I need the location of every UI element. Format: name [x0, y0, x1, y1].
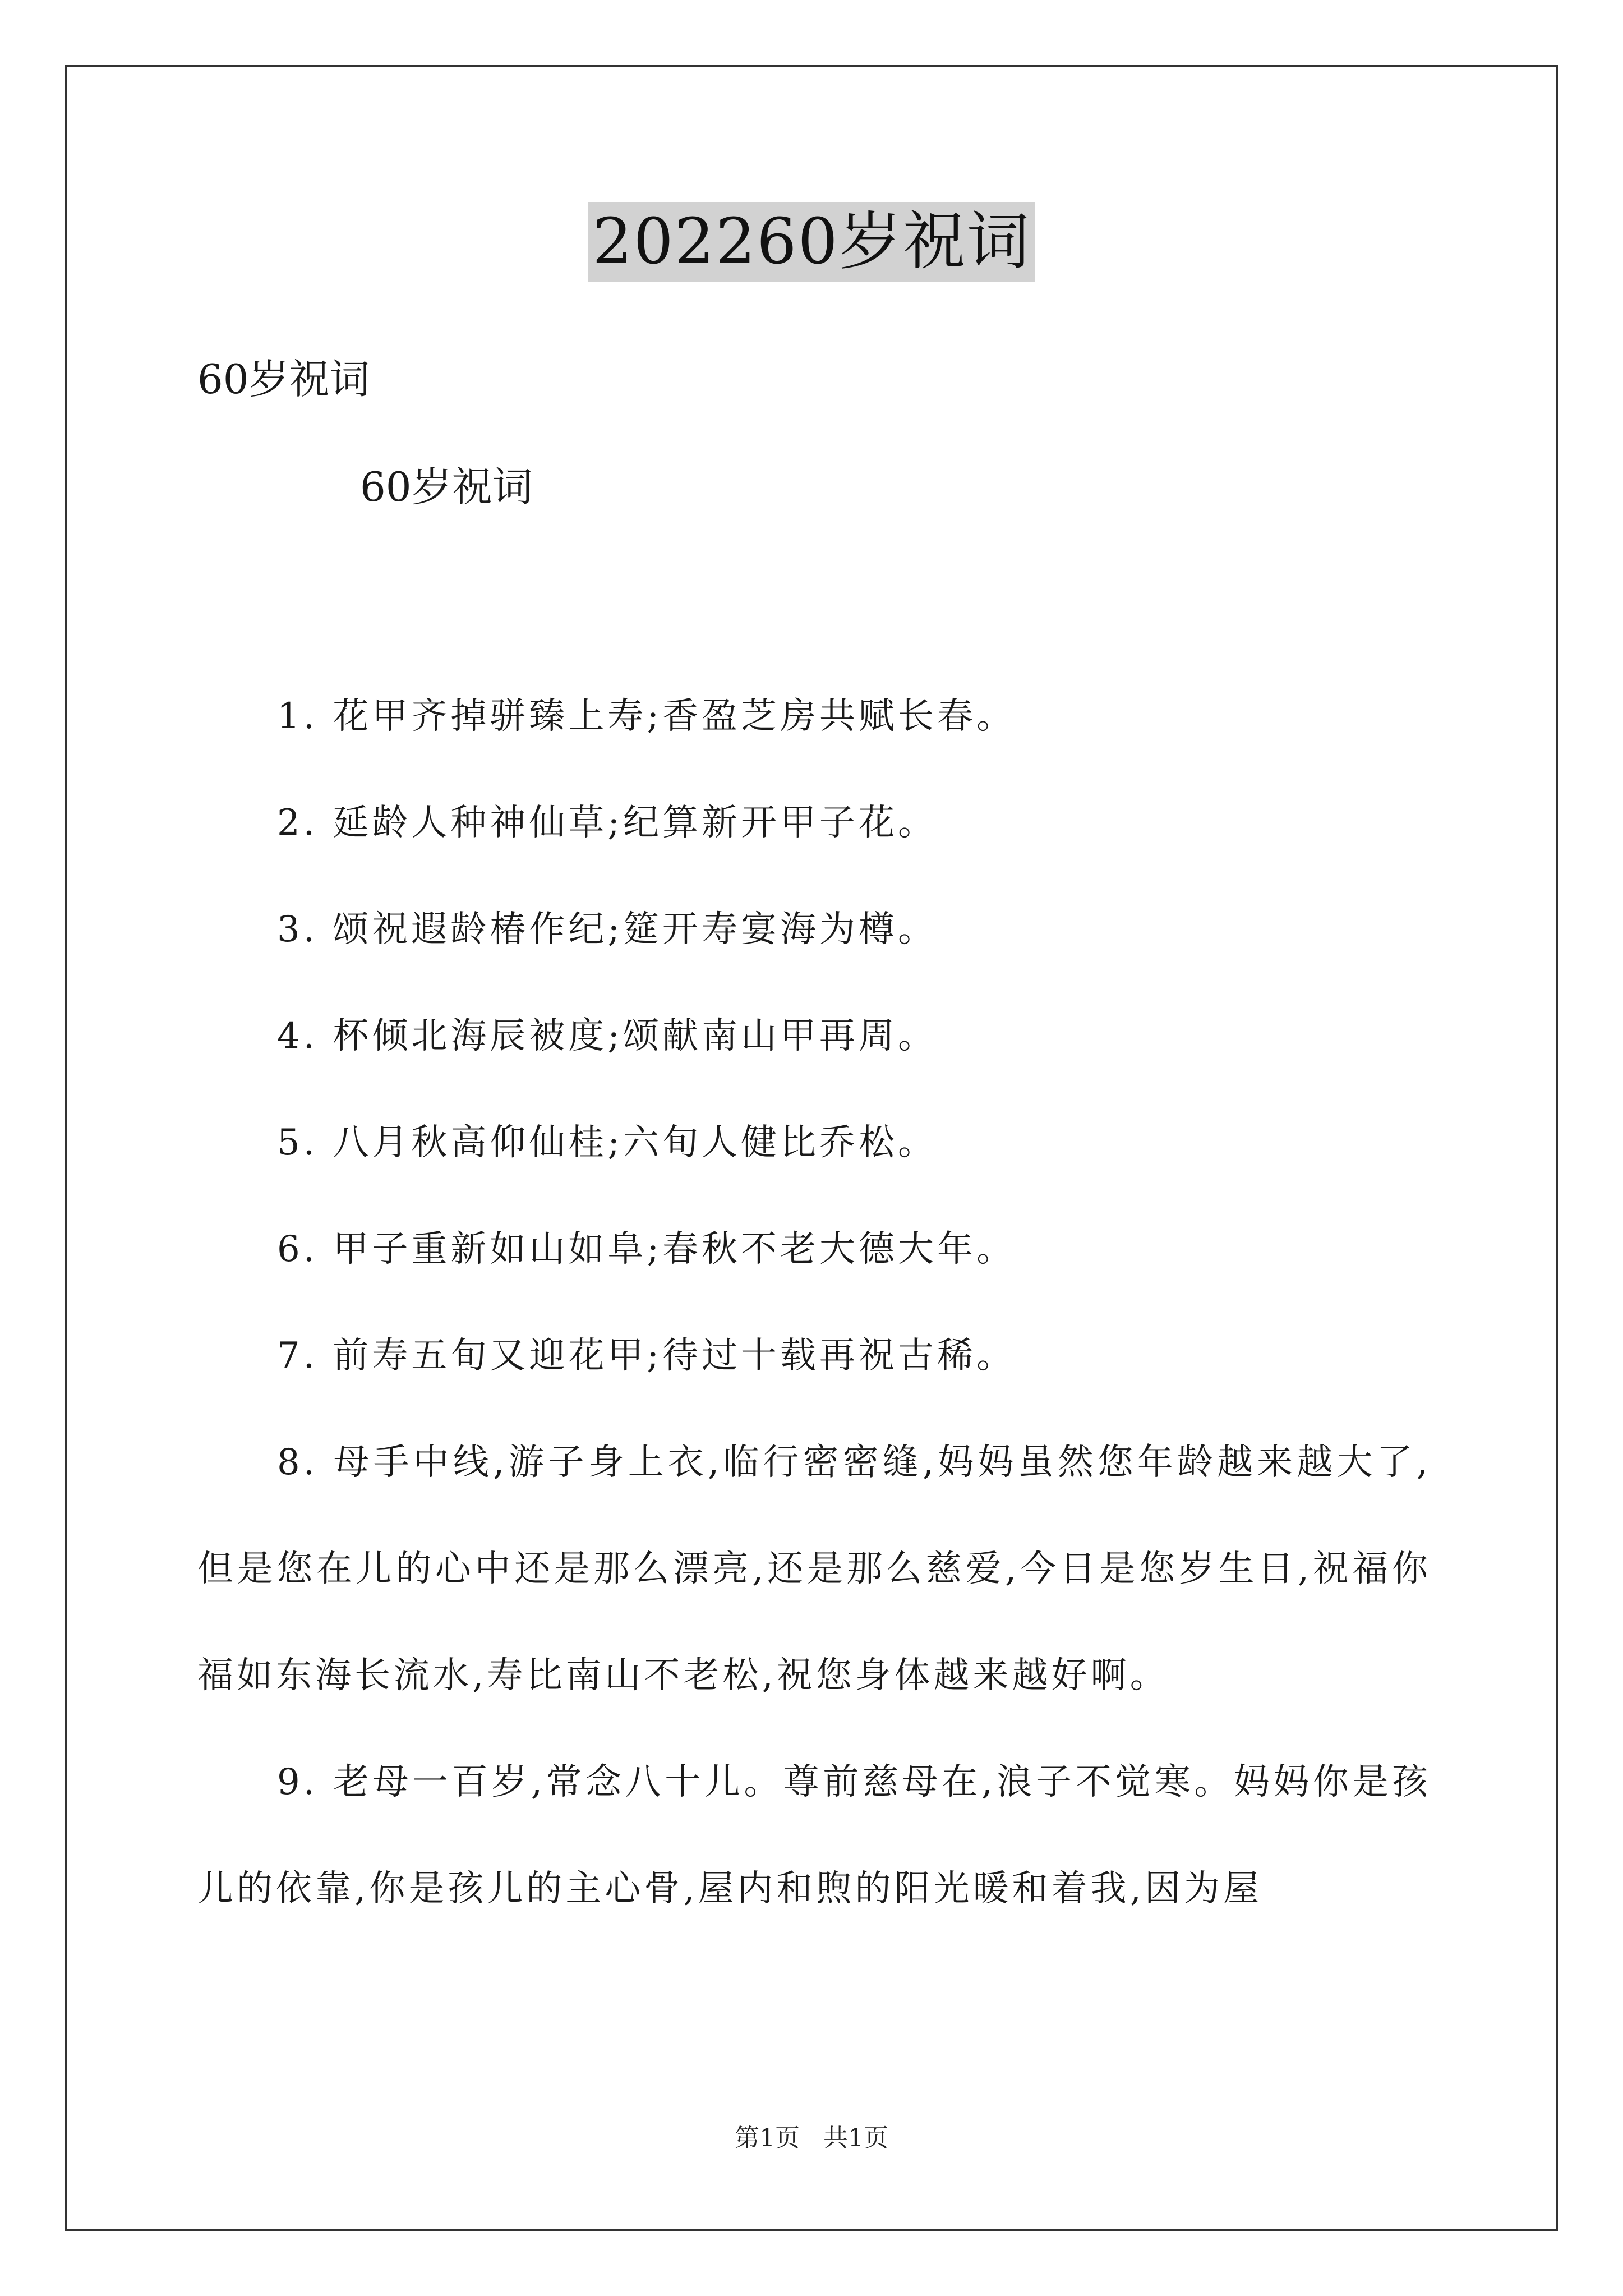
section-heading: 60岁祝词: [360, 463, 533, 510]
paragraph: 5. 八月秋高仰仙桂;六旬人健比乔松。: [277, 1122, 937, 1163]
paragraph: 6. 甲子重新如山如阜;春秋不老大德大年。: [277, 1228, 1016, 1270]
page-footer: [0, 2122, 1623, 2155]
paragraph: 2. 延龄人种神仙草;纪算新开甲子花。: [277, 802, 937, 844]
paragraph: 1. 花甲齐掉骈臻上寿;香盈芝房共赋长春。: [277, 696, 1016, 737]
document-title: 202260岁祝词: [588, 202, 1035, 282]
page-total: 共1页: [823, 2124, 888, 2152]
title-container: [0, 202, 1623, 282]
page-number: 第1页: [735, 2124, 800, 2152]
document-body: [197, 663, 1431, 1942]
paragraph: 3. 颂祝遐龄椿作纪;筵开寿宴海为樽。: [277, 909, 937, 950]
paragraph: 9. 老母一百岁,常念八十儿。尊前慈母在,浪子不觉寒。妈妈你是孩儿的依靠,你是孩儿的主心骨,屋内和煦的阳光暖和着我,因为屋: [197, 1761, 1431, 1910]
paragraph: 7. 前寿五旬又迎花甲;待过十载再祝古稀。: [277, 1335, 1016, 1377]
document-subtitle: 60岁祝词: [197, 356, 370, 403]
paragraph: 4. 杯倾北海辰被度;颂献南山甲再周。: [277, 1015, 937, 1057]
paragraph: 8. 母手中线,游子身上衣,临行密密缝,妈妈虽然您年龄越来越大了,但是您在儿的心中还是那么漂亮,还是那么慈爱,今日是您岁生日,祝福你福如东海长流水,寿比南山不老松,祝您身体越来越好啊。: [197, 1442, 1431, 1696]
